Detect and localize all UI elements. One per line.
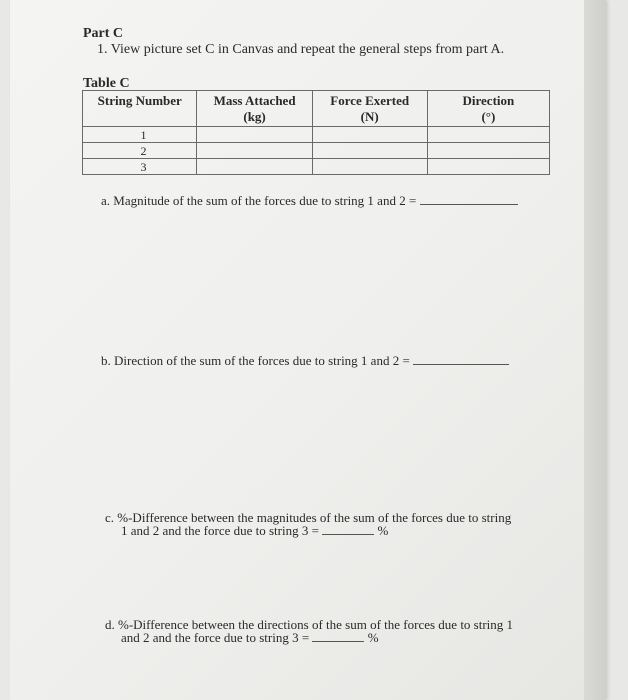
header-force-exerted [312, 91, 427, 127]
question-d-line2 [121, 630, 379, 646]
cell-mass [197, 143, 312, 159]
cell-force [312, 143, 427, 159]
header-direction [427, 91, 549, 127]
part-title: Part C [83, 26, 124, 41]
question-a-text: a. Magnitude of the sum of the forces due to string 1 and 2 = [101, 193, 417, 208]
question-c-line2 [121, 523, 388, 539]
header-mass-attached [197, 91, 312, 127]
answer-blank-c [322, 523, 374, 535]
header-direction-unit: (°) [481, 109, 496, 124]
data-table [82, 90, 550, 175]
page-edge [584, 0, 606, 700]
question-d-line1: d. %-Difference between the directions of the sum of the forces due to string 1 [105, 617, 514, 632]
question-c-text: 1 and 2 and the force due to string 3 = [121, 523, 319, 538]
question-b [101, 353, 509, 369]
worksheet-page [10, 0, 606, 700]
step-1-instruction: 1. View picture set C in Canvas and repeat the general steps from part A. [97, 42, 505, 57]
question-c-unit: % [377, 523, 389, 538]
table-row [83, 143, 550, 159]
answer-blank-b [413, 353, 509, 365]
header-string-number [83, 91, 197, 127]
question-c-line1: c. %-Difference between the magnitudes of the sum of the forces due to string [105, 510, 512, 525]
question-d-unit: % [367, 630, 379, 645]
cell-direction [427, 143, 549, 159]
header-mass-unit: (kg) [243, 109, 266, 124]
table-header-row [83, 91, 550, 127]
question-d-text: and 2 and the force due to string 3 = [121, 630, 310, 645]
question-b-text: b. Direction of the sum of the forces due to string 1 and 2 = [101, 353, 410, 368]
cell-string-number: 3 [83, 159, 197, 175]
header-mass-label: Mass Attached [213, 93, 296, 108]
cell-mass [197, 127, 312, 143]
cell-force [312, 127, 427, 143]
question-a [101, 193, 518, 209]
header-direction-label: Direction [462, 93, 515, 108]
cell-force [312, 159, 427, 175]
header-force-label: Force Exerted [330, 93, 410, 108]
cell-direction [427, 127, 549, 143]
cell-direction [427, 159, 549, 175]
cell-mass [197, 159, 312, 175]
table-row [83, 159, 550, 175]
cell-string-number: 1 [83, 127, 197, 143]
table-caption: Table C [83, 76, 130, 91]
header-force-unit: (N) [360, 109, 379, 124]
header-string-number-label: String Number [97, 93, 182, 108]
cell-string-number: 2 [83, 143, 197, 159]
answer-blank-a [420, 193, 518, 205]
answer-blank-d [312, 630, 364, 642]
table-row [83, 127, 550, 143]
